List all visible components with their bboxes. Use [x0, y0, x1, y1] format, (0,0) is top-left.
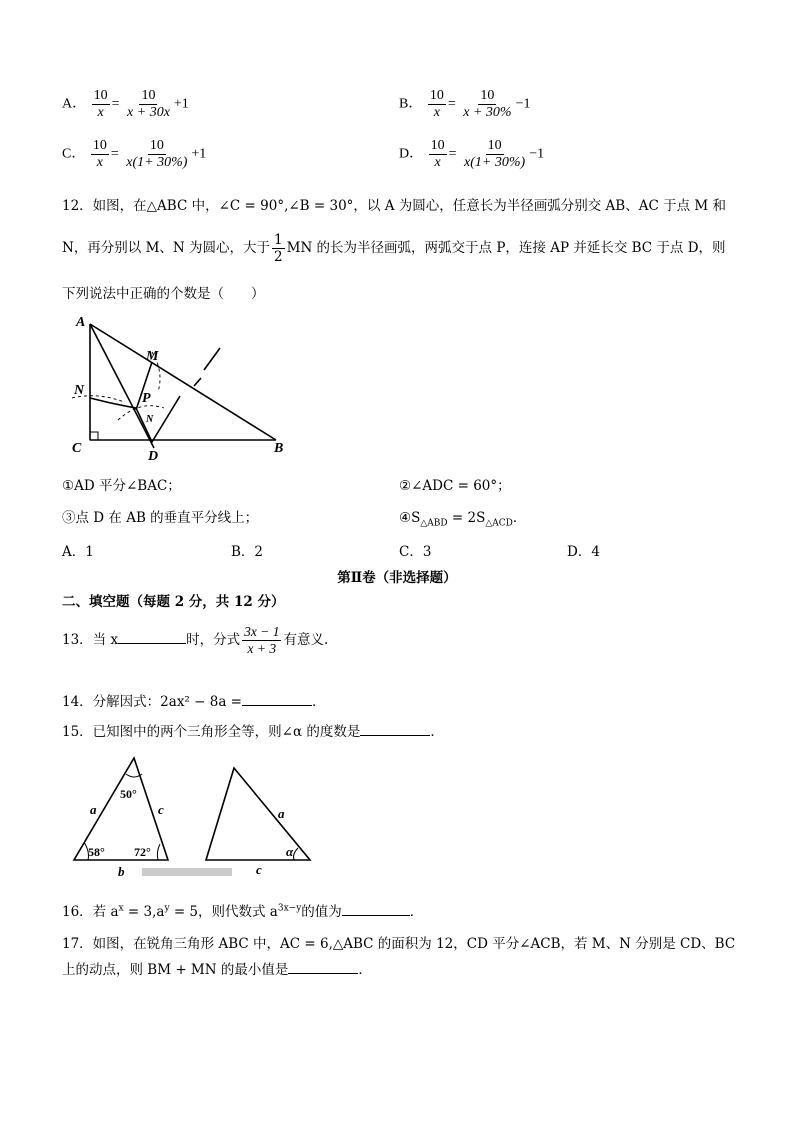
label-a: A — [76, 315, 86, 330]
option-label: A． — [62, 96, 87, 112]
fraction: $\frac{10}{x(1+ 30\%)}$ — [126, 138, 188, 170]
q13: 13．当 x 时，分式 $\frac{3x - 1}{x + 3}$ 有意义. — [62, 624, 329, 656]
q17-line2: 上的动点，则 BM + MN 的最小值是 ． — [62, 962, 372, 978]
answer-blank[interactable] — [360, 735, 430, 736]
label-p: P — [142, 391, 151, 406]
part2-title: 第Ⅱ卷（非选择题） — [337, 570, 457, 586]
fraction: $\frac{10}{x}$ — [429, 88, 444, 120]
q12-option-b: B．2 — [231, 544, 264, 560]
fraction: $\frac{10}{x}$ — [430, 138, 445, 170]
q16: 16．若 $a^x = 3,a^y = 5$，则代数式 $a^{3x-y}$的值为 ． — [62, 903, 424, 920]
q12-option-d: D．4 — [567, 544, 600, 560]
label-n: N — [74, 383, 85, 398]
side-a2: a — [278, 806, 285, 821]
right-angle-mark — [90, 432, 98, 440]
answer-blank[interactable] — [342, 915, 410, 916]
side-c: c — [158, 802, 164, 817]
q12-statement-4: $④S_{\triangle ABD} = 2S_{\triangle ACD}$． — [399, 510, 527, 529]
q12-figure — [68, 312, 298, 464]
q14: 14．分解因式：2ax² − 8a = ． — [62, 694, 326, 710]
answer-blank[interactable] — [118, 643, 186, 644]
label-m: M — [146, 349, 159, 364]
label-c: C — [72, 441, 82, 456]
label-b: B — [274, 441, 284, 456]
label-d: D — [148, 449, 159, 464]
q12-statement-2: ②∠ADC = 60°； — [399, 478, 511, 494]
q11-option-b: B． $\frac{10}{x}$ = $\frac{10}{x + 30\%}$ −1 — [399, 88, 531, 120]
q12-option-a: A．1 — [62, 544, 94, 560]
angle-left: 58° — [88, 845, 105, 859]
q11-option-c: C． $\frac{10}{x}$ = $\frac{10}{x(1+ 30\%)}$ +1 — [62, 138, 207, 170]
q12-statement-3: ③点 D 在 AB 的垂直平分线上； — [62, 510, 259, 526]
q15: 15．已知图中的两个三角形全等，则∠α 的度数是 ． — [62, 724, 444, 740]
option-label: C． — [62, 146, 86, 162]
side-b: b — [118, 864, 125, 876]
fraction: $\frac{10}{x}$ — [93, 88, 108, 120]
side-a: a — [90, 802, 97, 817]
blurred-watermark — [142, 868, 232, 876]
q12-line3: 下列说法中正确的个数是（ ） — [62, 286, 265, 302]
fraction: $\frac{10}{x + 30x}$ — [127, 88, 170, 120]
angle-arc-right — [157, 844, 160, 860]
section2-heading: 二、填空题（每题 2 分，共 12 分） — [62, 594, 285, 610]
side-c2: c — [256, 862, 262, 876]
label-n2: N — [146, 414, 154, 425]
answer-blank[interactable] — [242, 705, 312, 706]
q15-figure — [68, 756, 318, 876]
arc-mark-1 — [194, 378, 201, 386]
option-label: B． — [399, 96, 423, 112]
angle-top: 50° — [120, 787, 137, 801]
answer-blank[interactable] — [288, 973, 358, 974]
triangle-2 — [206, 768, 310, 860]
segment-ab — [90, 324, 276, 440]
option-label: D． — [399, 146, 424, 162]
fraction: $\frac{10}{x + 30\%}$ — [463, 88, 512, 120]
fraction: $\frac{3x - 1}{x + 3}$ — [244, 624, 280, 656]
q12-option-c: C．3 — [399, 544, 432, 560]
q11-option-d: D． $\frac{10}{x}$ = $\frac{10}{x(1+ 30\%)}$ −1 — [399, 138, 545, 170]
q12-line2: N，再分别以 M、N 为圆心，大于 $\frac{1}{2}$ MN 的长为半径画弧，两弧交于点 P，连接 AP 并延长交 BC 于点 D，则 — [62, 232, 726, 265]
q17-line1: 17．如图，在锐角三角形 ABC 中，AC = 6,△ABC 的面积为 12，CD 平分∠ACB，若 M、N 分别是 CD、BC — [62, 936, 736, 952]
angle-alpha: α — [286, 844, 294, 859]
fraction-half: $\frac{1}{2}$ — [274, 232, 283, 265]
angle-arc-alpha — [294, 848, 299, 860]
angle-right: 72° — [134, 845, 151, 859]
q12-line1: 12．如图，在△ABC 中，∠C = 90°,∠B = 30°，以 A 为圆心，任意长为半径画弧分别交 AB、AC 于点 M 和 — [62, 198, 726, 214]
arc-mark-2 — [204, 348, 220, 370]
fraction: $\frac{10}{x(1+ 30\%)}$ — [464, 138, 526, 170]
q11-option-a: A． $\frac{10}{x}$ = $\frac{10}{x + 30x}$ +1 — [62, 88, 189, 120]
q12-statement-1: ①AD 平分∠BAC； — [62, 478, 181, 494]
fraction: $\frac{10}{x}$ — [92, 138, 107, 170]
